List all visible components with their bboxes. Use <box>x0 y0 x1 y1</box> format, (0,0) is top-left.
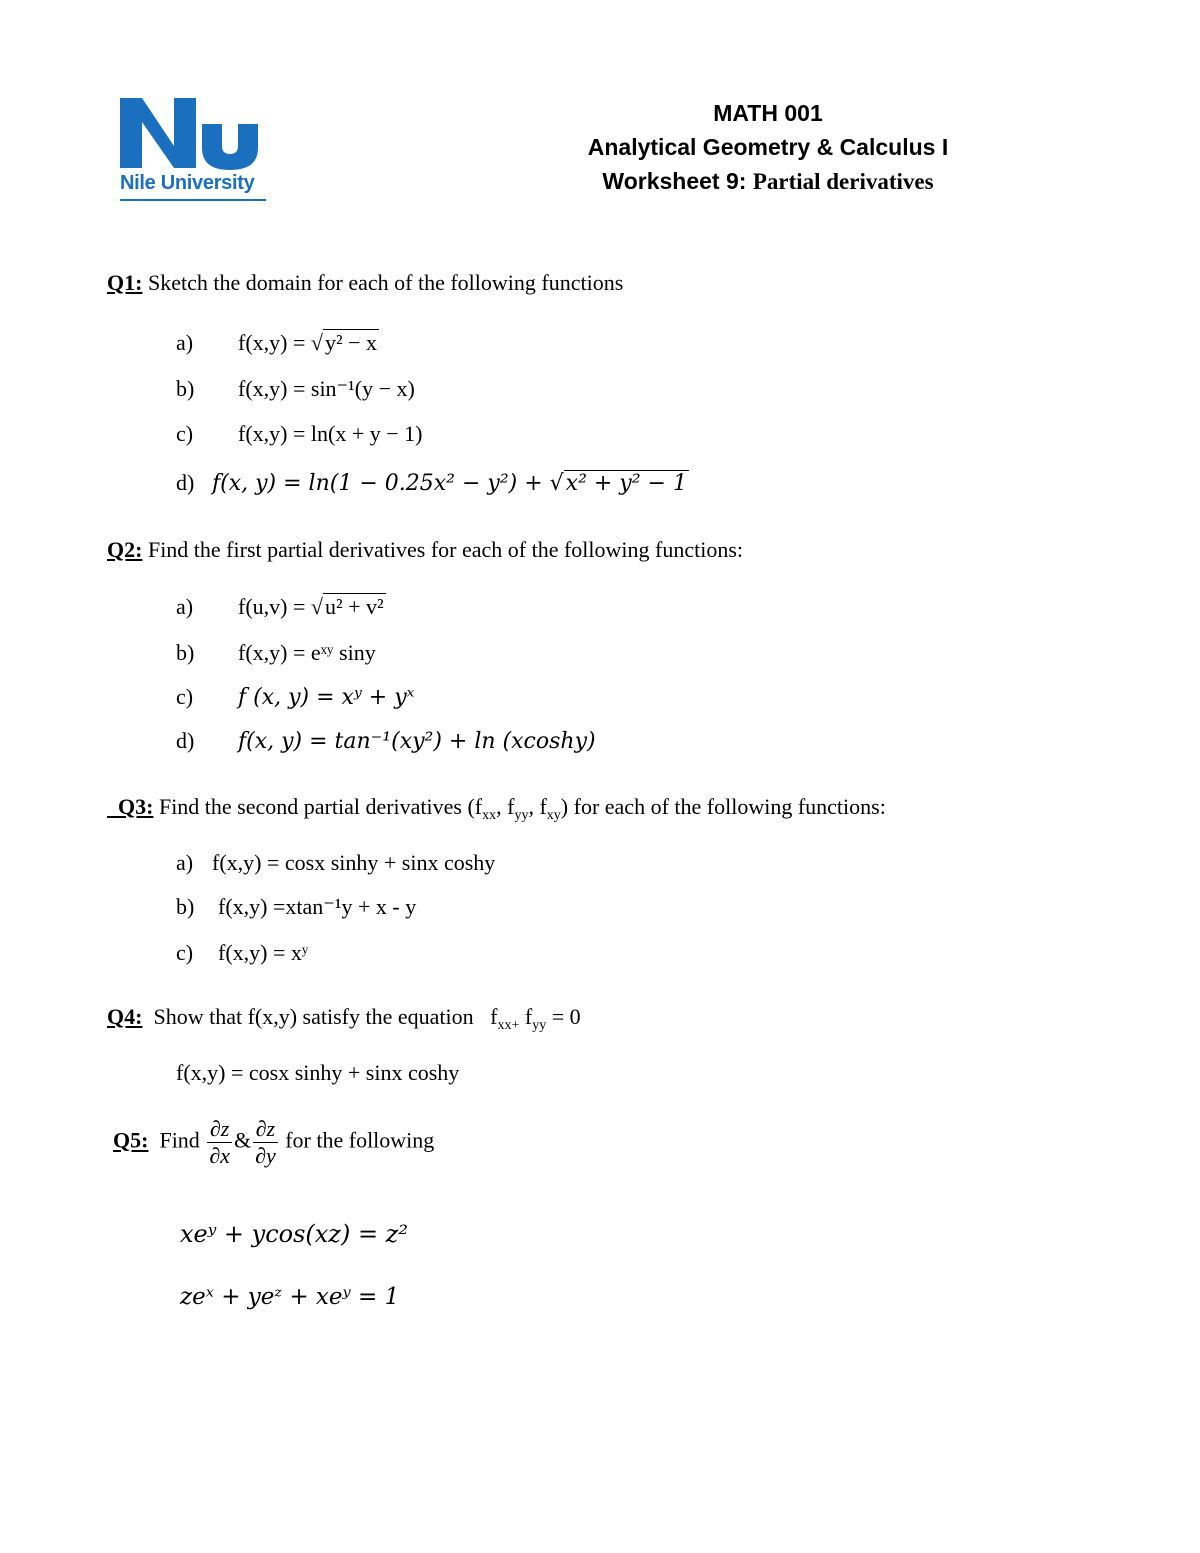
q4-function: f(x,y) = cosx sinhy + sinx coshy <box>176 1060 460 1085</box>
q2-text: Find the first partial derivatives for each of the following functions: <box>142 537 744 562</box>
item-label: d) <box>176 470 195 495</box>
item-expr: f(x,y) = xʸ <box>218 940 309 965</box>
item-expr: f(x, y) = ln(1 − 0.25x² − y²) + √ <box>212 471 564 496</box>
item-expr: f(x,y) = cosx sinhy + sinx coshy <box>212 850 496 875</box>
q5-heading <box>113 1116 434 1169</box>
frac-den: ∂x <box>209 1143 230 1168</box>
q1-item-b <box>176 376 415 402</box>
q2-item-a <box>176 594 386 620</box>
q3-label: Q3: <box>118 794 154 819</box>
item-expr: f(x,y) = ln(x + y − 1) <box>238 421 423 446</box>
dz-dx-fraction <box>207 1116 232 1169</box>
q4-label: Q4: <box>107 1004 143 1029</box>
item-expr: f(u,v) = √ <box>238 594 323 619</box>
q3-text-pre: Find the second partial derivatives (f <box>153 794 483 819</box>
frac-den: ∂y <box>255 1143 276 1168</box>
q1-item-c <box>176 421 422 447</box>
q4-eq-rhs: = 0 <box>546 1004 581 1029</box>
item-expr: f(x,y) = sin⁻¹(y − x) <box>238 376 415 401</box>
course-title: Analytical Geometry & Calculus I <box>587 134 949 160</box>
q1-label: Q1: <box>107 270 143 295</box>
worksheet-prefix: Worksheet 9: <box>602 168 753 194</box>
item-radicand: y² − x <box>324 330 377 355</box>
q2-item-d <box>176 728 596 754</box>
item-label: c) <box>176 684 194 709</box>
item-radicand: x² + y² − 1 <box>565 471 687 496</box>
item-label: d) <box>176 728 195 753</box>
q2-heading <box>107 537 743 563</box>
q5-label: Q5: <box>113 1127 149 1153</box>
item-label: b) <box>176 376 195 401</box>
item-label: b) <box>176 640 195 665</box>
q2-item-b <box>176 640 376 666</box>
q4-sub-xx: xx+ <box>497 1018 520 1033</box>
q3-sub-yy: yy <box>514 808 529 823</box>
item-expr: f(x,y) = √ <box>238 330 323 355</box>
item-label: a) <box>176 594 194 619</box>
item-label: c) <box>176 940 194 965</box>
q3-sub-xx: xx <box>482 808 497 823</box>
q3-sub-xy: xy <box>546 808 561 823</box>
item-label: c) <box>176 421 194 446</box>
dz-dy-fraction <box>253 1116 278 1169</box>
item-radicand: u² + v² <box>324 594 384 619</box>
q5-equation-2: zeˣ + yeᶻ + xeʸ = 1 <box>180 1284 400 1310</box>
q3-heading: Q3: Find the second partial derivatives ($f_{xx}$, $f_{yy}$, $f_{xy}$) for each of the following functions: <box>118 794 886 823</box>
q2-label: Q2: <box>107 537 143 562</box>
q1-item-d <box>176 470 689 496</box>
q3-item-a <box>176 850 495 876</box>
nile-university-logo <box>118 96 270 204</box>
q1-heading <box>107 270 623 296</box>
q5-amp: & <box>233 1127 252 1153</box>
item-label: b) <box>176 894 195 919</box>
frac-num: ∂z <box>253 1116 278 1143</box>
q3-item-b <box>176 894 416 920</box>
q3-item-c <box>176 940 308 966</box>
q3-text-post: ) for each of the following functions: <box>560 794 886 819</box>
q4-sub-yy: yy <box>532 1018 547 1033</box>
q5-find: Find <box>159 1127 200 1153</box>
q5-after: for the following <box>285 1127 435 1153</box>
course-code: MATH 001 <box>713 100 823 126</box>
item-expr: f(x, y) = tan⁻¹(xy²) + ln (xcoshy) <box>238 729 596 754</box>
q4-heading: Q4: Show that f(x,y) satisfy the equation $f_{xx+}$ $f_{yy} = 0$ <box>107 1004 581 1033</box>
item-expr: f(x,y) = eˣʸ siny <box>238 640 376 665</box>
q1-item-a <box>176 330 379 356</box>
logo-text: Nile University <box>120 172 255 194</box>
frac-num: ∂z <box>207 1116 232 1143</box>
item-label: a) <box>176 850 194 875</box>
q2-item-c <box>176 684 414 710</box>
worksheet-topic: Partial derivatives <box>752 169 934 194</box>
item-expr: f (x, y) = xʸ + yˣ <box>238 685 415 710</box>
item-label: a) <box>176 330 194 355</box>
q5-equation-1: xeʸ + ycos(xz) = z² <box>180 1220 408 1248</box>
item-expr: f(x,y) =xtan⁻¹y + x - y <box>218 894 417 919</box>
q4-text: Show that f(x,y) satisfy the equation <box>147 1004 474 1029</box>
q1-text: Sketch the domain for each of the following functions <box>142 270 624 295</box>
worksheet-title <box>488 168 1048 195</box>
